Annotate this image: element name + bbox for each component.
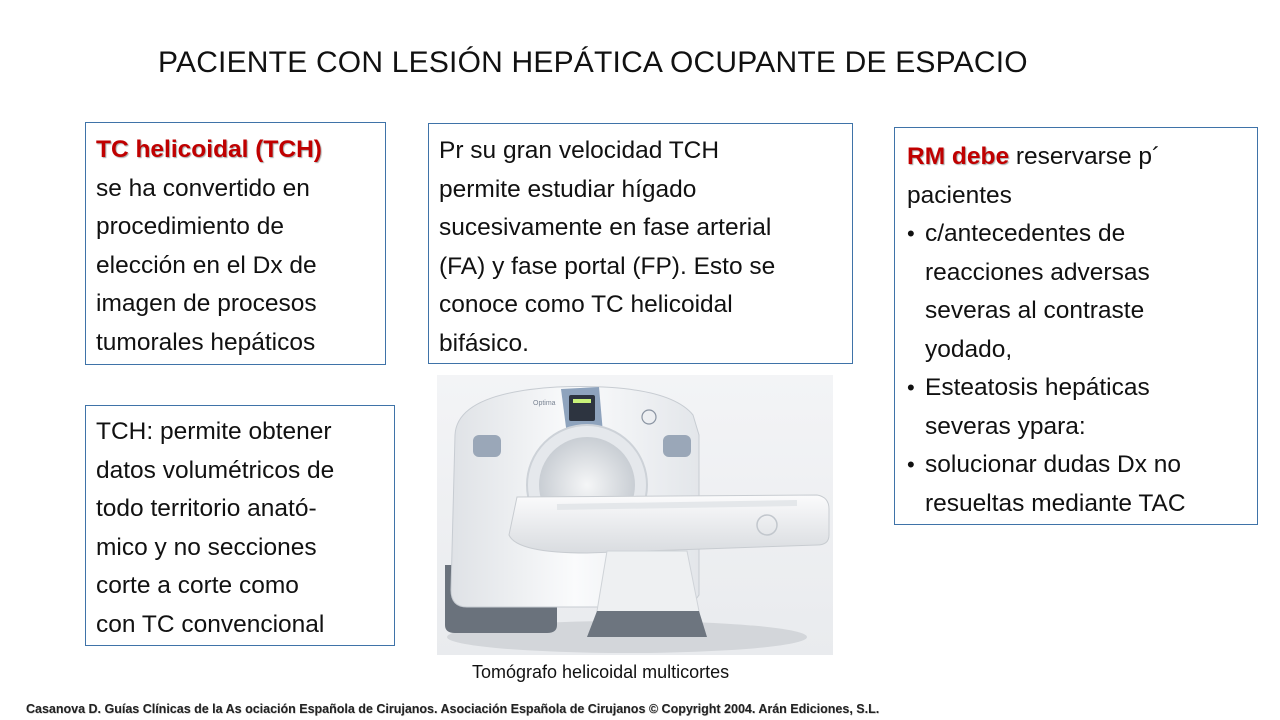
device-label: Optima <box>533 400 556 407</box>
bullet-line: severas al contraste <box>925 297 1145 324</box>
rm-indications-box <box>894 127 1258 525</box>
biphasic-tc-box <box>428 123 853 364</box>
rm-heading-rest: reservarse p´ <box>1009 143 1161 170</box>
box1-line: elección en el Dx de <box>96 251 317 279</box>
volumetric-data-box <box>85 405 395 646</box>
slide-title: PACIENTE CON LESIÓN HEPÁTICA OCUPANTE DE ESPACIO <box>158 46 1028 79</box>
box1-line: tumorales hepáticos <box>96 328 316 356</box>
rm-bullet-item <box>907 215 1257 369</box>
box2-line: Pr su gran velocidad TCH <box>439 137 720 164</box>
box2-line: (FA) y fase portal (FP). Esto se <box>439 252 776 280</box>
box4-line: datos volumétricos de <box>96 456 335 484</box>
rm-bullet-item <box>907 369 1257 446</box>
citation-footer: Casanova D. Guías Clínicas de la As ociación Española de Cirujanos. Asociación Española de Cirujanos © Copyright 2004. Arán Ediciones, S.L. <box>26 702 880 716</box>
rm-bullet-item <box>907 446 1257 523</box>
bullet-line: • Esteatosis hepáticas <box>925 374 1150 401</box>
right-control-panel <box>663 435 691 457</box>
box4-line: todo territorio anató- <box>96 495 317 522</box>
rm-heading: RM debe <box>907 143 1010 170</box>
bullet-line: • solucionar dudas Dx no <box>925 451 1182 478</box>
image-caption: Tomógrafo helicoidal multicortes <box>472 662 730 682</box>
box2-line: bifásico. <box>439 329 529 357</box>
rm-intro-line <box>907 138 1257 177</box>
box1-line: imagen de procesos <box>96 290 317 317</box>
display-screen <box>569 395 595 421</box>
bullet-line: resueltas mediante TAC <box>925 489 1186 517</box>
table-cushion <box>557 503 797 507</box>
tch-heading: TC helicoidal (TCH) <box>96 136 322 163</box>
box4-line: corte a corte como <box>96 572 299 599</box>
box4-line: mico y no secciones <box>96 533 317 561</box>
box2-line: conoce como TC helicoidal <box>439 291 733 318</box>
bullet-line: severas ypara: <box>925 412 1086 440</box>
rm-intro-line2: pacientes <box>907 181 1012 209</box>
display-readout <box>573 399 591 403</box>
bullet-line: yodado, <box>925 335 1013 363</box>
rm-bullet-list <box>907 215 1257 523</box>
pedestal-base <box>587 611 707 637</box>
bullet-line: • c/antecedentes de <box>925 220 1126 247</box>
box1-line: procedimiento de <box>96 213 284 240</box>
box4-line: TCH: permite obtener <box>96 418 332 445</box>
box2-line: sucesivamente en fase arterial <box>439 214 772 241</box>
box2-line: permite estudiar hígado <box>439 175 697 203</box>
left-control-panel <box>473 435 501 457</box>
tch-definition-box <box>85 122 386 365</box>
box4-line: con TC convencional <box>96 610 325 638</box>
bullet-line: reacciones adversas <box>925 258 1150 286</box>
box1-line: se ha convertido en <box>96 174 310 202</box>
ct-scanner-image <box>437 375 833 655</box>
ct-scanner-illustration <box>437 375 833 655</box>
